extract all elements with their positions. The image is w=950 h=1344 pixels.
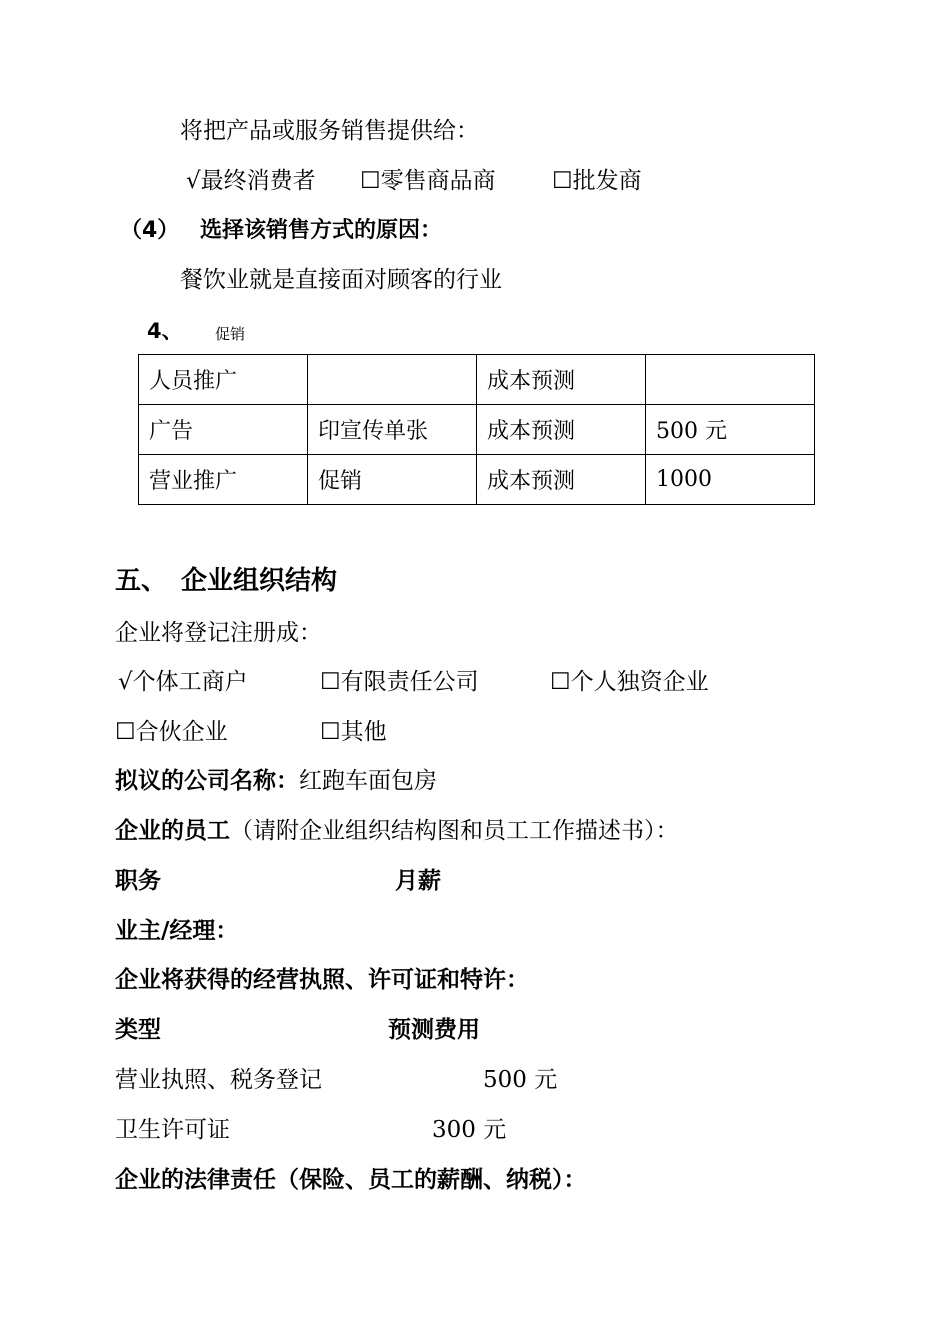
- option-label: 零售商品商: [380, 168, 496, 194]
- license-type: 营业执照、税务登记: [115, 1067, 322, 1093]
- license-cost: 500 元: [483, 1067, 558, 1093]
- check-mark-icon: √: [118, 669, 133, 695]
- checkbox-icon: ☐: [115, 719, 136, 745]
- license-type: 卫生许可证: [115, 1117, 230, 1143]
- option-label: 合伙企业: [135, 719, 228, 745]
- check-mark-icon: √: [186, 168, 201, 194]
- table-cell: 成本预测: [477, 455, 646, 505]
- license-cost: 300 元: [432, 1117, 507, 1143]
- reason-text: 餐饮业就是直接面对顾客的行业: [180, 267, 502, 293]
- section-heading: 企业组织结构: [181, 566, 338, 596]
- table-cell: 人员推广: [139, 355, 308, 405]
- license-label: 企业将获得的经营执照、许可证和特许：: [115, 967, 529, 993]
- promotion-number: 4、: [147, 319, 183, 343]
- option-individual-business[interactable]: [118, 667, 248, 697]
- checkbox-icon: ☐: [320, 669, 341, 695]
- option-label: 有限责任公司: [340, 669, 479, 695]
- table-cell: 营业推广: [139, 455, 308, 505]
- option-sole-proprietorship[interactable]: [550, 667, 709, 697]
- staff-line: [115, 816, 679, 846]
- table-cell: [308, 355, 477, 405]
- register-label: 企业将登记注册成：: [115, 620, 322, 646]
- table-cell: 印宣传单张: [308, 405, 477, 455]
- table-cell: 成本预测: [477, 355, 646, 405]
- table-row: [139, 355, 815, 405]
- checkbox-icon: ☐: [550, 669, 571, 695]
- table-row: [139, 405, 815, 455]
- table-cell: 广告: [139, 405, 308, 455]
- checkbox-icon: ☐: [360, 168, 381, 194]
- provide-to-label: 将把产品或服务销售提供给：: [180, 118, 479, 144]
- option-final-consumer[interactable]: [186, 166, 316, 196]
- option-partnership[interactable]: [115, 717, 228, 747]
- col-cost: 预测费用: [388, 1017, 480, 1043]
- staff-note: （请附企业组织结构图和员工工作描述书）：: [230, 818, 679, 844]
- company-name-label: 拟议的公司名称：: [115, 768, 299, 794]
- checkbox-icon: ☐: [552, 168, 573, 194]
- option-label: 批发商: [572, 168, 642, 194]
- promotion-title: 促销: [215, 325, 246, 343]
- table-cell: [646, 355, 815, 405]
- col-type: 类型: [115, 1017, 161, 1043]
- option-wholesaler[interactable]: [552, 166, 642, 196]
- table-cell: 成本预测: [477, 405, 646, 455]
- company-name-line: [115, 766, 437, 796]
- table-cell: 1000: [646, 455, 815, 505]
- option-label: 其他: [340, 719, 387, 745]
- checkbox-icon: ☐: [320, 719, 341, 745]
- option-label: 个体工商户: [132, 669, 248, 695]
- table-row: [139, 455, 815, 505]
- option-limited-company[interactable]: [320, 667, 479, 697]
- staff-label: 企业的员工: [115, 818, 230, 844]
- table-cell: 促销: [308, 455, 477, 505]
- col-salary: 月薪: [395, 868, 441, 894]
- option-other[interactable]: [320, 717, 387, 747]
- owner-label: 业主/经理：: [115, 918, 239, 944]
- section-number: 五、: [115, 566, 168, 596]
- legal-label: 企业的法律责任（保险、员工的薪酬、纳税）：: [115, 1167, 587, 1193]
- promotion-table: [138, 354, 815, 505]
- table-cell: 500 元: [646, 405, 815, 455]
- reason-heading: 选择该销售方式的原因：: [200, 218, 443, 243]
- option-label: 个人独资企业: [570, 669, 709, 695]
- option-retailer[interactable]: [360, 166, 496, 196]
- col-position: 职务: [115, 868, 161, 894]
- reason-heading-number: （4）: [120, 218, 180, 243]
- option-label: 最终消费者: [200, 168, 316, 194]
- company-name-value: 红跑车面包房: [299, 768, 437, 794]
